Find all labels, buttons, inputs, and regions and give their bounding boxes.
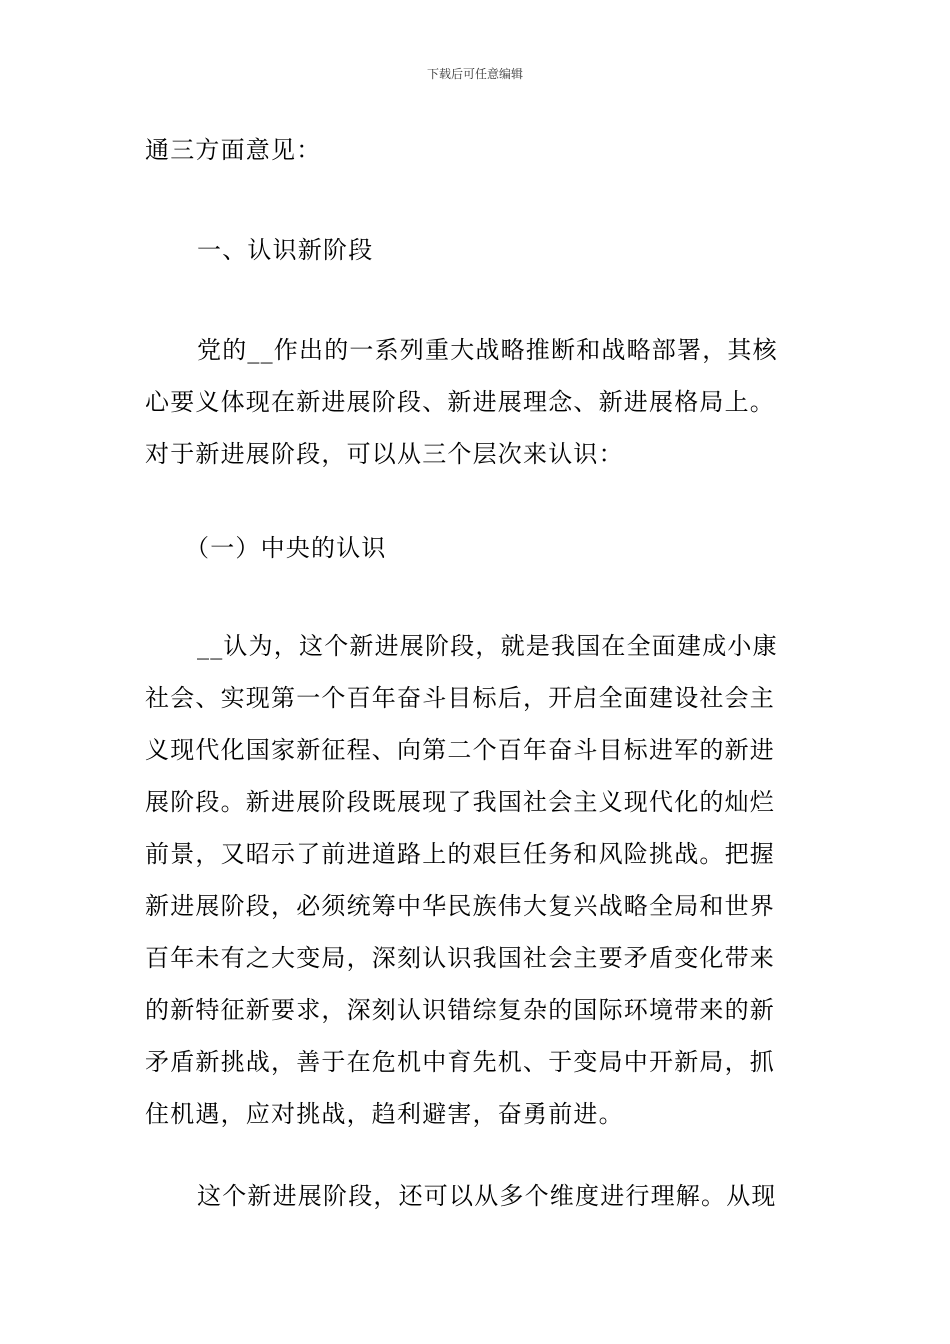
subsection-heading: （一）中央的认识 bbox=[185, 534, 387, 562]
section-heading: 一、认识新阶段 bbox=[197, 236, 374, 264]
paragraph-2 bbox=[145, 620, 807, 1140]
paragraph-line: 这个新进展阶段，还可以从多个维度进行理解。从现 bbox=[197, 1182, 777, 1210]
paragraph-line: 义现代化国家新征程、向第二个百年奋斗目标进军的新进 bbox=[145, 736, 775, 764]
paragraph-line: 百年未有之大变局，深刻认识我国社会主要矛盾变化带来 bbox=[145, 944, 775, 972]
intro-line: 通三方面意见： bbox=[145, 136, 322, 164]
paragraph-3 bbox=[145, 1170, 807, 1222]
page-header-note: 下载后可任意编辑 bbox=[426, 67, 523, 81]
paragraph-line: 对于新进展阶段，可以从三个层次来认识： bbox=[145, 440, 624, 468]
paragraph-line: 矛盾新挑战，善于在危机中育先机、于变局中开新局，抓 bbox=[145, 1048, 775, 1076]
paragraph-line: 社会、实现第一个百年奋斗目标后，开启全面建设社会主 bbox=[145, 684, 775, 712]
paragraph-1 bbox=[145, 324, 807, 480]
paragraph-line: __认为，这个新进展阶段，就是我国在全面建成小康 bbox=[197, 632, 778, 660]
paragraph-line: 党的__作出的一系列重大战略推断和战略部署，其核 bbox=[197, 336, 778, 364]
paragraph-line: 的新特征新要求，深刻认识错综复杂的国际环境带来的新 bbox=[145, 996, 775, 1024]
paragraph-line: 新进展阶段，必须统筹中华民族伟大复兴战略全局和世界 bbox=[145, 892, 775, 920]
paragraph-line: 心要义体现在新进展阶段、新进展理念、新进展格局上。 bbox=[145, 388, 775, 416]
paragraph-line: 住机遇，应对挑战，趋利避害，奋勇前进。 bbox=[145, 1100, 624, 1128]
paragraph-line: 展阶段。新进展阶段既展现了我国社会主义现代化的灿烂 bbox=[145, 788, 775, 816]
paragraph-line: 前景，又昭示了前进道路上的艰巨任务和风险挑战。把握 bbox=[145, 840, 775, 868]
